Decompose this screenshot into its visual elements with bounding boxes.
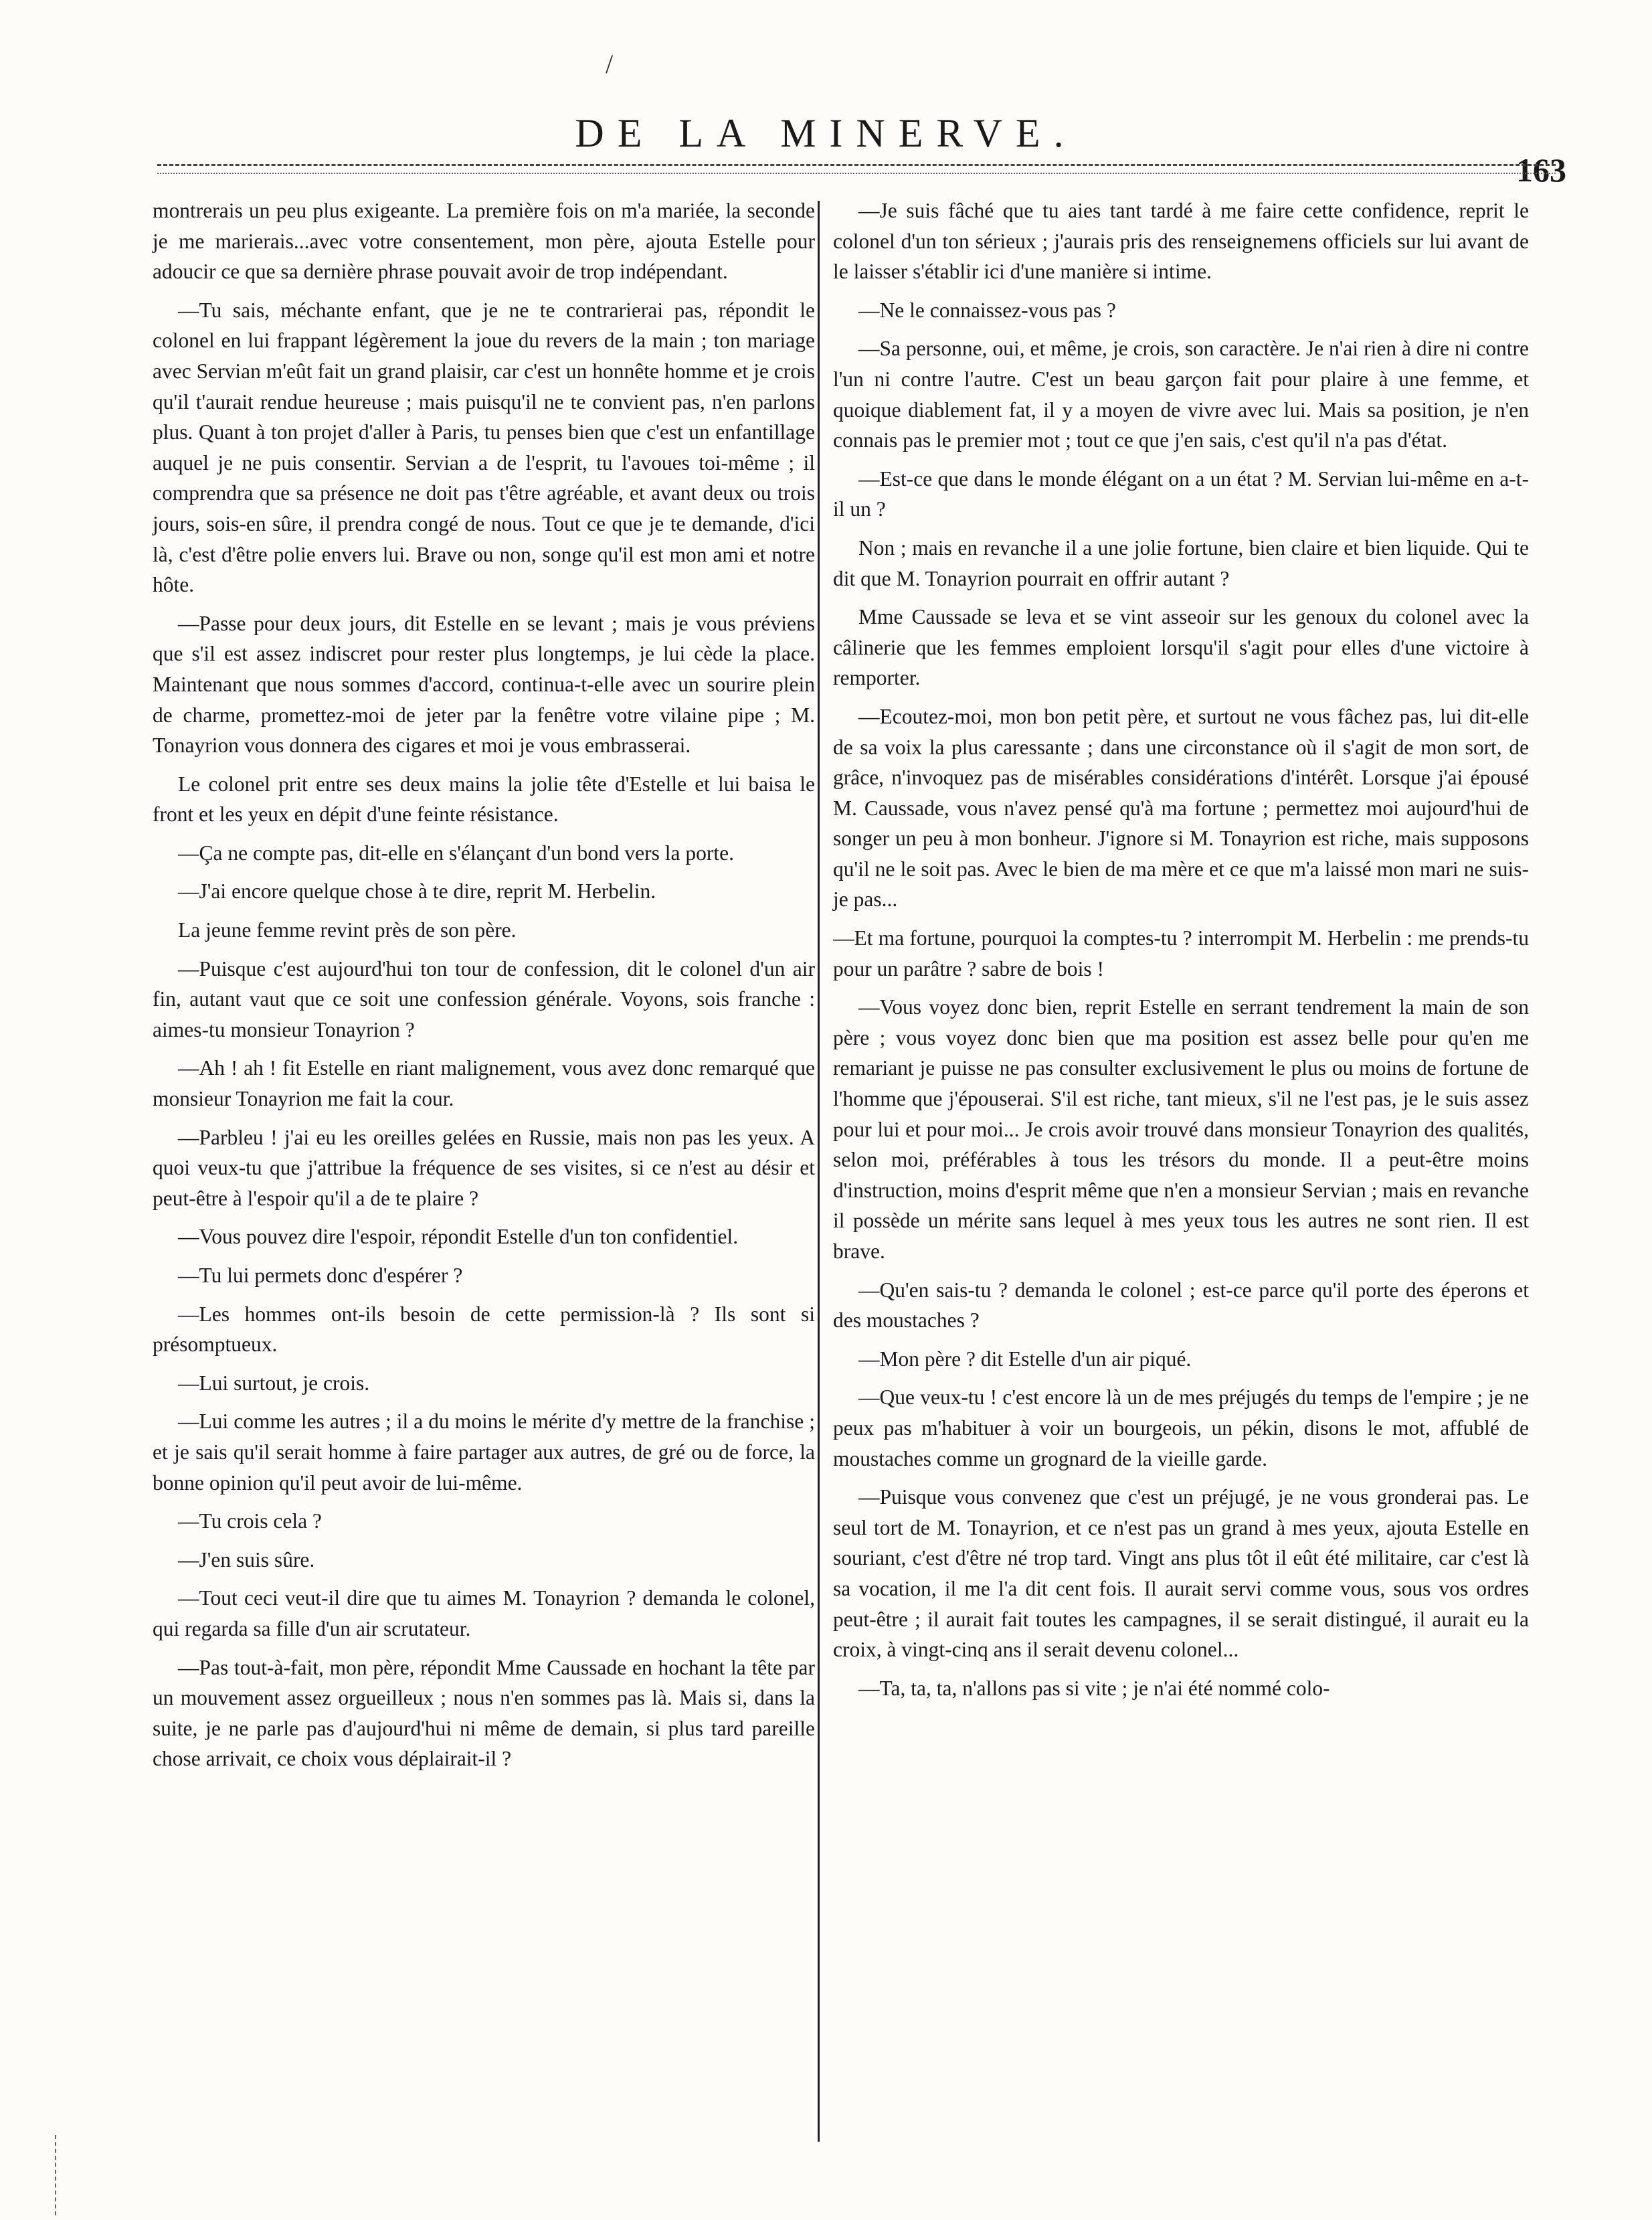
paragraph: —Mon père ? dit Estelle d'un air piqué. [858, 1347, 1192, 1371]
paragraph: —Sa personne, oui, et même, je crois, son caractère. Je n'ai rien à dire ni contre l'un ni contre l'autre. C'est un beau garçon fait pour plaire à une femme, et quoique diablement fat, il y a moyen de vivre avec lui. Mais sa position, je n'en connais pas le premier mot ; tout ce que j'en sais, c'est qu'il n'a pas d'état. [833, 337, 1529, 452]
paragraph: Non ; mais en revanche il a une jolie fortune, bien claire et bien liquide. Qui te dit que M. Tonayrion pourrait en offrir autant ? [833, 535, 1529, 590]
margin-scratch [55, 2135, 56, 2215]
page-number: 163 [1516, 151, 1566, 189]
paragraph: —Ecoutez-moi, mon bon petit père, et surtout ne vous fâchez pas, lui dit-elle de sa voix la plus caressante ; dans une circonstance où il s'agit de mon sort, de grâce, n'invoquez pas de misérables considérations d'intérêt. Lorsque j'ai épousé M. Caussade, vous n'avez pensé qu'à ma fortune ; permettez moi aujourd'hui de songer un peu à mon bonheur. J'ignore si M. Tonayrion est riche, mais supposons qu'il ne le soit pas. Avec le bien de ma mère et ce que m'a laissé mon mari ne suis-je pas... [833, 704, 1529, 912]
paragraph: —Puisque vous convenez que c'est un préjugé, je ne vous gronderai pas. Le seul tort de M. Tonayrion, et ce n'est pas un grand à mes yeux, ajouta Estelle en souriant, c'est d'être né trop tard. Vingt ans plus tôt il eût été militaire, car c'est là sa vocation, il me l'a dit cent fois. Il aurait servi comme vous, sous vos ordres peut-être ; il aurait fait toutes les campagnes, il se serait distingué, il aurait eu la croix, à vingt-cinq ans il serait devenu colonel... [833, 1485, 1529, 1662]
paragraph: Mme Caussade se leva et se vint asseoir sur les genoux du colonel avec la câlinerie que les femmes emploient lorsqu'il s'agit pour elles d'une victoire à remporter. [833, 605, 1529, 690]
paragraph: —Tu crois cela ? [178, 1509, 322, 1533]
paragraph: —Tout ceci veut-il dire que tu aimes M. Tonayrion ? demanda le colonel, qui regarda sa fille d'un air scrutateur. [153, 1586, 815, 1640]
page-header [0, 110, 1652, 189]
paragraph: —Je suis fâché que tu aies tant tardé à me faire cette confidence, reprit le colonel d'un ton sérieux ; j'aurais pris des renseignemens officiels sur lui avant de le laisser s'établir ici d'une manière si intime. [833, 199, 1529, 284]
paragraph: —Ça ne compte pas, dit-elle en s'élançant d'un bond vers la porte. [178, 841, 734, 865]
paragraph: —Parbleu ! j'ai eu les oreilles gelées en Russie, mais non pas les yeux. A quoi veux-tu que j'attribue la fréquence de ses visites, si ce n'est au désir et peut-être à l'espoir qu'il a de te plaire ? [153, 1125, 815, 1210]
paragraph: —Ta, ta, ta, n'allons pas si vite ; je n'ai été nommé colo- [858, 1676, 1330, 1700]
left-column [153, 195, 815, 1782]
paragraph: —J'en suis sûre. [178, 1547, 315, 1571]
paragraph: La jeune femme revint près de son père. [178, 918, 517, 942]
paragraph: —Puisque c'est aujourd'hui ton tour de confession, dit le colonel d'un air fin, autant vaut que ce soit une confession générale. Voyons, sois franche : aimes-tu monsieur Tonayrion ? [153, 956, 815, 1041]
stray-mark: / [606, 49, 614, 79]
paragraph: —Vous pouvez dire l'espoir, répondit Estelle d'un ton confidentiel. [178, 1225, 739, 1249]
paragraph: —Passe pour deux jours, dit Estelle en se levant ; mais je vous préviens que s'il est assez indiscret pour rester plus longtemps, je lui cède la place. Maintenant que nous sommes d'accord, continua-t-elle avec un sourire plein de charme, promettez-moi de jeter par la fenêtre votre vilaine pipe ; M. Tonayrion vous donnera des cigares et moi je vous embrasserai. [153, 611, 815, 758]
paragraph: Le colonel prit entre ses deux mains la jolie tête d'Estelle et lui baisa le front et les yeux en dépit d'une feinte résistance. [153, 772, 815, 827]
running-title: DE LA MINERVE. [575, 111, 1077, 155]
paragraph: —Lui surtout, je crois. [178, 1371, 370, 1395]
paragraph: —Qu'en sais-tu ? demanda le colonel ; est-ce parce qu'il porte des éperons et des moustaches ? [833, 1278, 1529, 1333]
right-column [833, 195, 1529, 1711]
paragraph: —Et ma fortune, pourquoi la comptes-tu ? interrompit M. Herbelin : me prends-tu pour un parâtre ? sabre de bois ! [833, 926, 1529, 980]
paragraph: —Pas tout-à-fait, mon père, répondit Mme Caussade en hochant la tête par un mouvement assez orgueilleux ; nous n'en sommes pas là. Mais si, dans la suite, je ne parle pas d'aujourd'hui ni même de demain, si plus tard pareille chose arrivait, ce choix vous déplairait-il ? [153, 1655, 815, 1771]
paragraph: —Est-ce que dans le monde élégant on a un état ? M. Servian lui-même en a-t-il un ? [833, 466, 1529, 521]
paragraph: —Ne le connaissez-vous pas ? [858, 298, 1116, 322]
header-rule [157, 164, 1556, 174]
paragraph: —Tu lui permets donc d'espérer ? [178, 1264, 463, 1287]
paragraph: —Vous voyez donc bien, reprit Estelle en serrant tendrement la main de son père ; vous voyez donc bien que ma position est assez belle pour qu'en me remariant je puisse ne pas consulter exclusivement le plus ou moins de fortune de l'homme que j'épouserai. S'il est riche, tant mieux, s'il ne l'est pas, je le suis assez pour lui et pour moi... Je crois avoir trouvé dans monsieur Tonayrion des qualités, selon moi, préférables à tous les trésors du monde. Il a peut-être moins d'instruction, moins d'esprit même que n'en a monsieur Servian ; mais en revanche il possède un mérite sans lequel à mes yeux tous les autres ne sont rien. Il est brave. [833, 995, 1529, 1263]
paragraph: —Les hommes ont-ils besoin de cette permission-là ? Ils sont si présomptueux. [153, 1302, 815, 1357]
paragraph: —Ah ! ah ! fit Estelle en riant malignement, vous avez donc remarqué que monsieur Tonayrion me fait la cour. [153, 1056, 815, 1111]
paragraph: montrerais un peu plus exigeante. La première fois on m'a mariée, la seconde je me marierais...avec votre consentement, mon père, ajouta Estelle pour adoucir ce que sa dernière phrase pouvait avoir de trop indépendant. [153, 199, 815, 284]
paragraph: —Tu sais, méchante enfant, que je ne te contrarierai pas, répondit le colonel en lui frappant légèrement la joue du revers de la main ; ton mariage avec Servian m'eût fait un grand plaisir, car c'est un honnête homme et je crois qu'il t'aurait rendue heureuse ; mais puisqu'il ne te convient pas, n'en parlons plus. Quant à ton projet d'aller à Paris, tu penses bien que c'est un enfantillage auquel je ne puis consentir. Servian a de l'esprit, tu l'avoues toi-même ; il comprendra que sa présence ne doit pas t'être agréable, et avant deux ou trois jours, sois-en sûre, il prendra congé de nous. Tout ce que je te demande, d'ici là, c'est d'être polie envers lui. Brave ou non, songe qu'il est mon ami et notre hôte. [153, 298, 815, 597]
paragraph: —Que veux-tu ! c'est encore là un de mes préjugés du temps de l'empire ; je ne peux pas m'habituer à voir un bourgeois, un pékin, disons le mot, affublé de moustaches comme un grognard de la vieille garde. [833, 1385, 1529, 1470]
column-divider [818, 201, 820, 2142]
paragraph: —Lui comme les autres ; il a du moins le mérite d'y mettre de la franchise ; et je sais qu'il serait homme à faire partager aux autres, de gré ou de force, la bonne opinion qu'il peut avoir de lui-même. [153, 1410, 815, 1495]
paragraph: —J'ai encore quelque chose à te dire, reprit M. Herbelin. [178, 879, 656, 904]
